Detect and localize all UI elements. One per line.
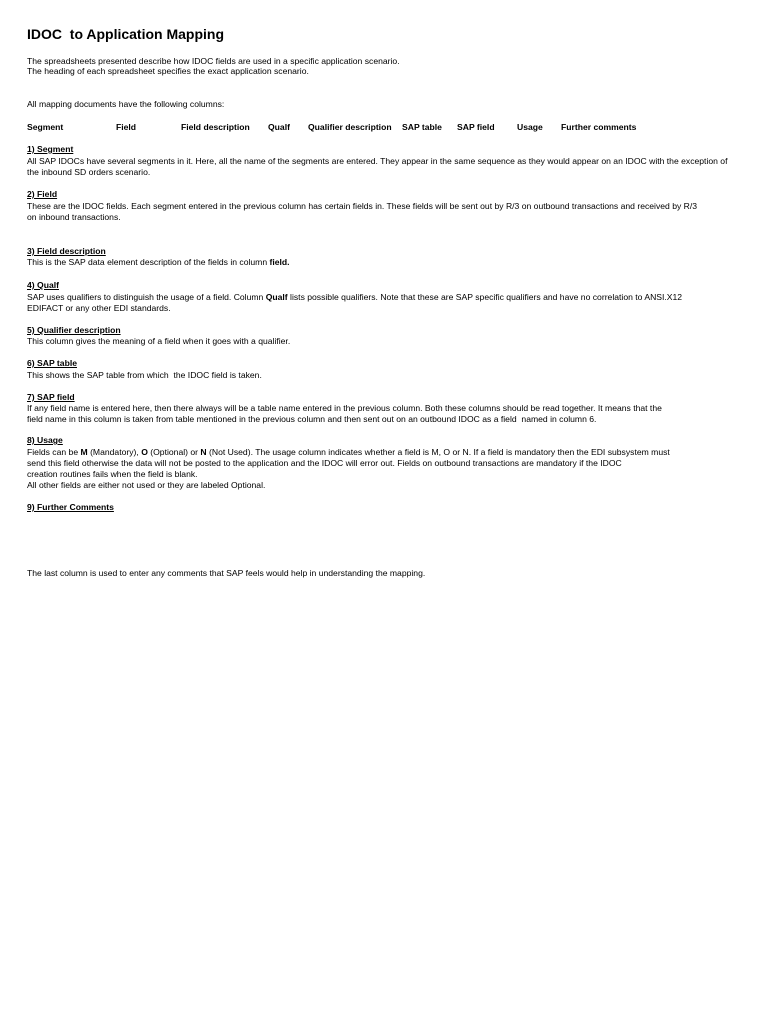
section-title-segment: 1) Segment — [27, 144, 74, 154]
column-header-usage: Usage — [517, 122, 543, 132]
column-header-qualf: Qualf — [268, 122, 290, 132]
section-title-further-comments: 9) Further Comments — [27, 502, 114, 512]
intro-line-2: The heading of each spreadsheet specifies the exact application scenario. — [27, 66, 309, 76]
column-header-sap-table: SAP table — [402, 122, 442, 132]
section-title-qualf: 4) Qualf — [27, 280, 59, 290]
section-title-field: 2) Field — [27, 189, 58, 199]
section-text-field-1: These are the IDOC fields. Each segment entered in the previous column has certain fields in. These fields will be sent out by R/3 on outbound transactions and received by R/3 — [27, 201, 698, 211]
section-text-usage-4: All other fields are either not used or they are labeled Optional. — [27, 480, 266, 490]
column-header-further-comments: Further comments — [561, 122, 637, 132]
section-text-sap-field-2: field name in this column is taken from table mentioned in the previous column and then sent out on an outbound IDOC as a field named in column 6. — [27, 414, 597, 424]
section-text-field-description: This is the SAP data element description of the fields in column field. — [27, 257, 290, 267]
section-text-sap-field-1: If any field name is entered here, then there always will be a table name entered in the previous column. Both these columns should be read together. It means that the — [27, 403, 662, 413]
column-header-field: Field — [116, 122, 137, 132]
section-text-field-2: on inbound transactions. — [27, 212, 121, 222]
section-text-sap-table: This shows the SAP table from which the IDOC field is taken. — [27, 370, 262, 380]
section-title-qualifier-description: 5) Qualifier description — [27, 325, 121, 335]
section-text-qualf-1: SAP uses qualifiers to distinguish the usage of a field. Column Qualf lists possible qualifiers. Note that these are SAP specific qualifiers and have no correlation to ANSI.X12 — [27, 292, 683, 302]
page-title: IDOC to Application Mapping — [27, 26, 225, 42]
section-text-usage-1: Fields can be M (Mandatory), O (Optional) or N (Not Used). The usage column indicates whether a field is M, O or N. If a field is mandatory then the EDI subsystem must — [27, 447, 670, 457]
section-text-further-comments: The last column is used to enter any comments that SAP feels would help in understanding the mapping. — [27, 568, 426, 578]
section-title-usage: 8) Usage — [27, 435, 63, 445]
section-title-sap-field: 7) SAP field — [27, 392, 75, 402]
columns-intro: All mapping documents have the following columns: — [27, 99, 225, 109]
column-header-field-desc: Field description — [181, 122, 250, 132]
section-text-segment-2: the inbound SD orders scenario. — [27, 167, 151, 177]
section-text-usage-2: send this field otherwise the data will not be posted to the application and the IDOC will error out. Fields on outbound transactions are mandatory if the IDOC — [27, 458, 622, 468]
section-text-usage-3: creation routines fails when the field is blank. — [27, 469, 198, 479]
section-text-qualifier-description: This column gives the meaning of a field when it goes with a qualifier. — [27, 336, 291, 346]
column-header-sap-field: SAP field — [457, 122, 495, 132]
column-header-qualifier-desc: Qualifier description — [308, 122, 392, 132]
section-title-field-description: 3) Field description — [27, 246, 106, 256]
section-title-sap-table: 6) SAP table — [27, 358, 77, 368]
section-text-segment-1: All SAP IDOCs have several segments in it. Here, all the name of the segments are entered. They appear in the same sequence as they would appear on an IDOC with the exception of — [27, 156, 728, 166]
column-header-segment: Segment — [27, 122, 64, 132]
section-text-qualf-2: EDIFACT or any other EDI standards. — [27, 303, 171, 313]
intro-line-1: The spreadsheets presented describe how IDOC fields are used in a specific application scenario. — [27, 56, 400, 66]
